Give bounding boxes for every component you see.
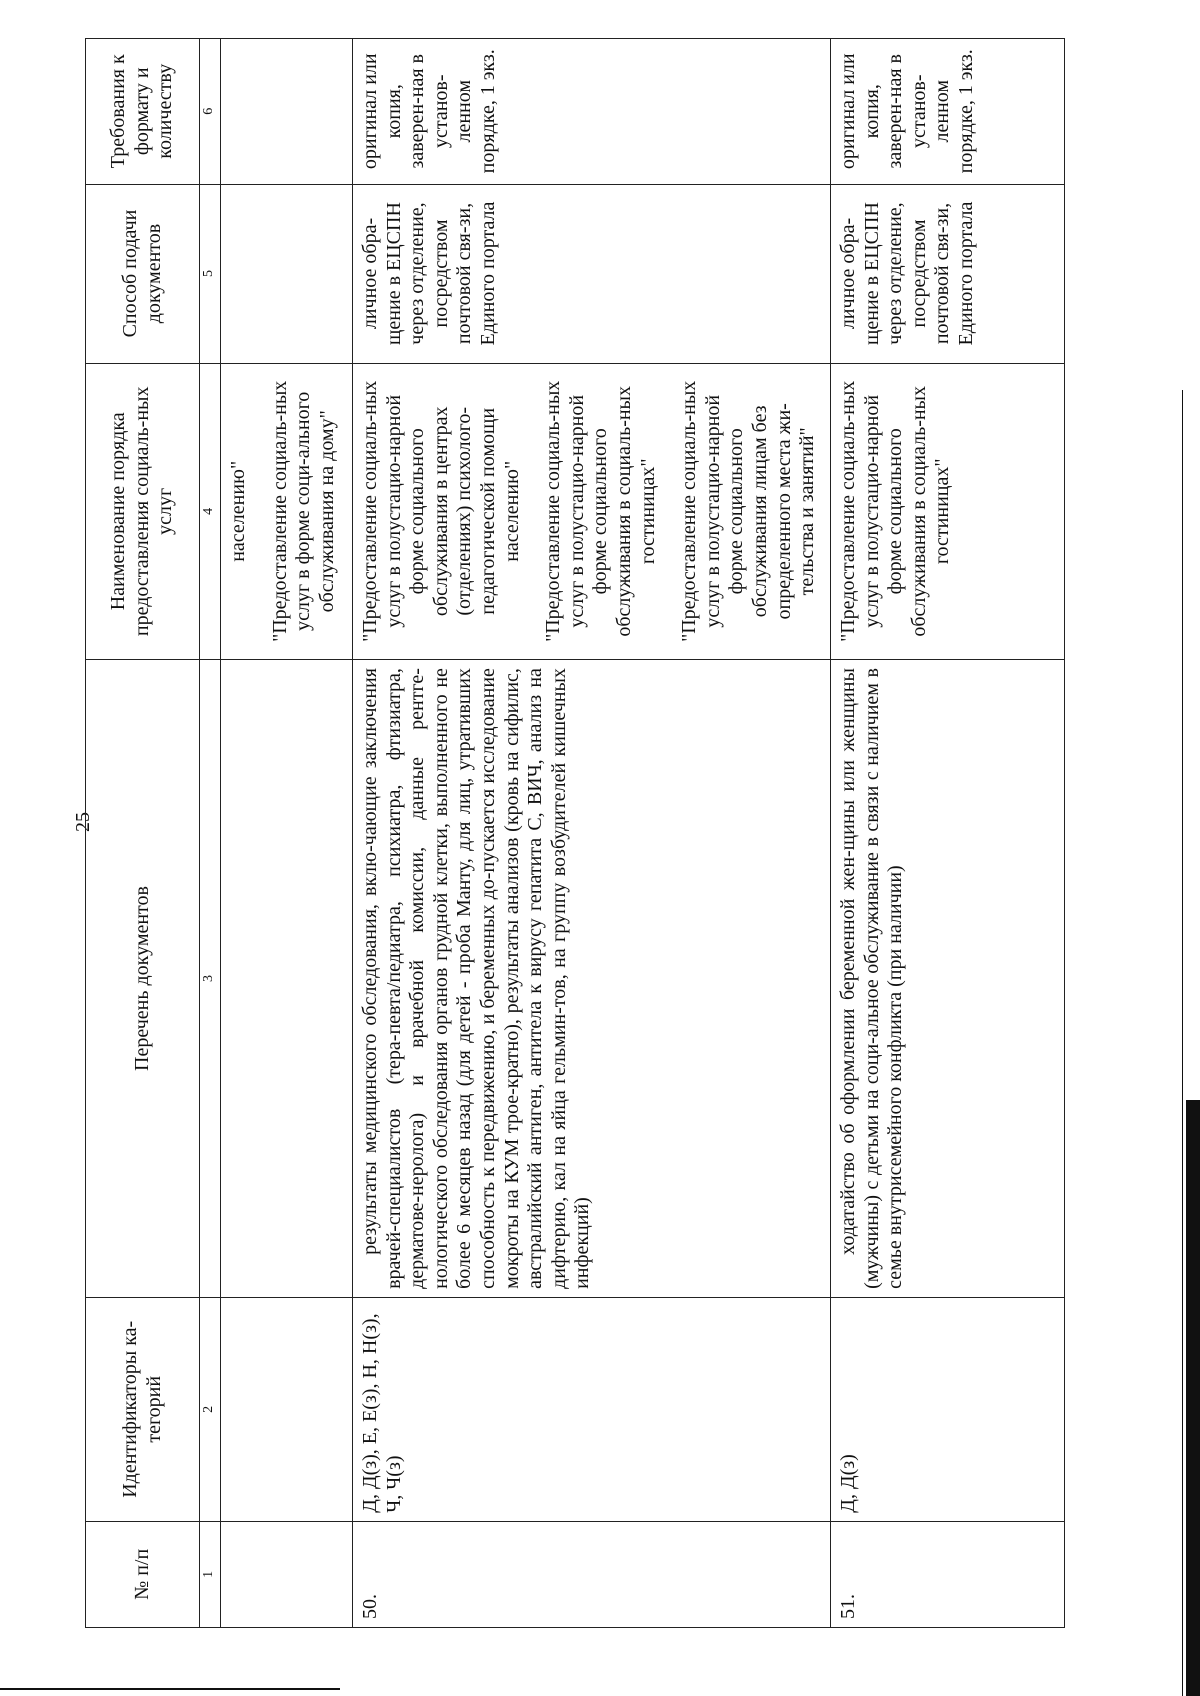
col-number: 6 [200, 39, 221, 185]
header-services: Наименование порядка предоставления социаль-ных услуг [86, 363, 200, 660]
table-row [353, 39, 831, 1628]
scan-edge-shadow [1186, 1100, 1200, 1696]
col-number: 4 [200, 363, 221, 660]
scan-bottom-line [0, 1688, 340, 1690]
service-text: "Предоставление социаль-ных услуг в полустацио-нарной форме социального обслуживания в центрах (отделениях) психолого-педагогической помощи населению" [359, 380, 523, 642]
row-method: личное обра-щение в ЕЦСПН через отделение, посредством почтовой свя-зи, Единого портала [353, 184, 831, 363]
header-num: № п/п [86, 1521, 200, 1627]
col-number: 1 [200, 1521, 221, 1627]
scan-edge-line [1182, 390, 1183, 1696]
row-services [353, 363, 831, 660]
rotated-page-content [85, 38, 1065, 1628]
header-method: Способ подачи документов [86, 184, 200, 363]
row-number: 51. [831, 1521, 1065, 1627]
row-requirements: оригинал или копия, заверен-ная в установ-ленном порядке, 1 экз. [831, 39, 1065, 185]
table-row [831, 39, 1065, 1628]
row-services [831, 363, 1065, 660]
header-requirements: Требования к формату и количеству [86, 39, 200, 185]
header-categories: Идентификаторы ка-тегорий [86, 1297, 200, 1521]
row-method: личное обра-щение в ЕЦСПН через отделение, посредством почтовой свя-зи, Единого портала [831, 184, 1065, 363]
row-requirements: оригинал или копия, заверен-ная в установ-ленном порядке, 1 экз. [353, 39, 831, 185]
col-number: 5 [200, 184, 221, 363]
row-categories: Д, Д(з), Е, Е(з), Н, Н(з), Ч, Ч(з) [353, 1297, 831, 1521]
column-number-row [200, 39, 221, 1628]
row-documents: ходатайство об оформлении беременной жен-щины или женщины (мужчины) с детьми на соци-альное обслуживание в связи с наличием в семье внутрисемейного конфликта (при наличии) [831, 660, 1065, 1298]
service-text: "Предоставление социаль-ных услуг в полустацио-нарной форме социального обслуживания в социаль-ных гостиницах" [837, 380, 954, 642]
row-number: 50. [353, 1521, 831, 1627]
header-documents: Перечень документов [86, 660, 200, 1298]
row-documents: результаты медицинского обследования, вклю-чающие заключения врачей-специалистов (тера-певта/педиатра, психиатра, фтизиатра, дерматове-неролога) и врачебной комиссии, данные рентге-нологического обследования органов грудной клетки, выполненного не более 6 месяцев назад (для детей - проба Манту, для лиц, утративших способность к передвижению, и беременных до-пускается исследование мокроты на КУМ трое-кратно), результаты анализов (кровь на сифилис, австралийский антиген, антитела к вирусу гепатита С, ВИЧ, анализ на дифтерию, кал на яйца гельмин-тов, на группу возбудителей кишечных инфекций) [353, 660, 831, 1298]
continuation-services [221, 363, 353, 660]
continuation-row [221, 39, 353, 1628]
page-number: 25 [72, 812, 94, 832]
row-categories: Д, Д(з) [831, 1297, 1065, 1521]
service-text: "Предоставление социаль-ных услуг в полустацио-нарной форме социального обслуживания лицам без определенного места жи-тельства и занятий" [678, 380, 819, 642]
documents-table [85, 38, 1065, 1628]
table-header-row [86, 39, 200, 1628]
service-text: "Предоставление социаль-ных услуг в форме соци-ального обслуживания на дому" [268, 380, 338, 642]
col-number: 3 [200, 660, 221, 1298]
service-text: населению" [227, 460, 249, 562]
service-text: "Предоставление социаль-ных услуг в полустацио-нарной форме социального обслуживания в социаль-ных гостиницах" [542, 380, 659, 642]
col-number: 2 [200, 1297, 221, 1521]
